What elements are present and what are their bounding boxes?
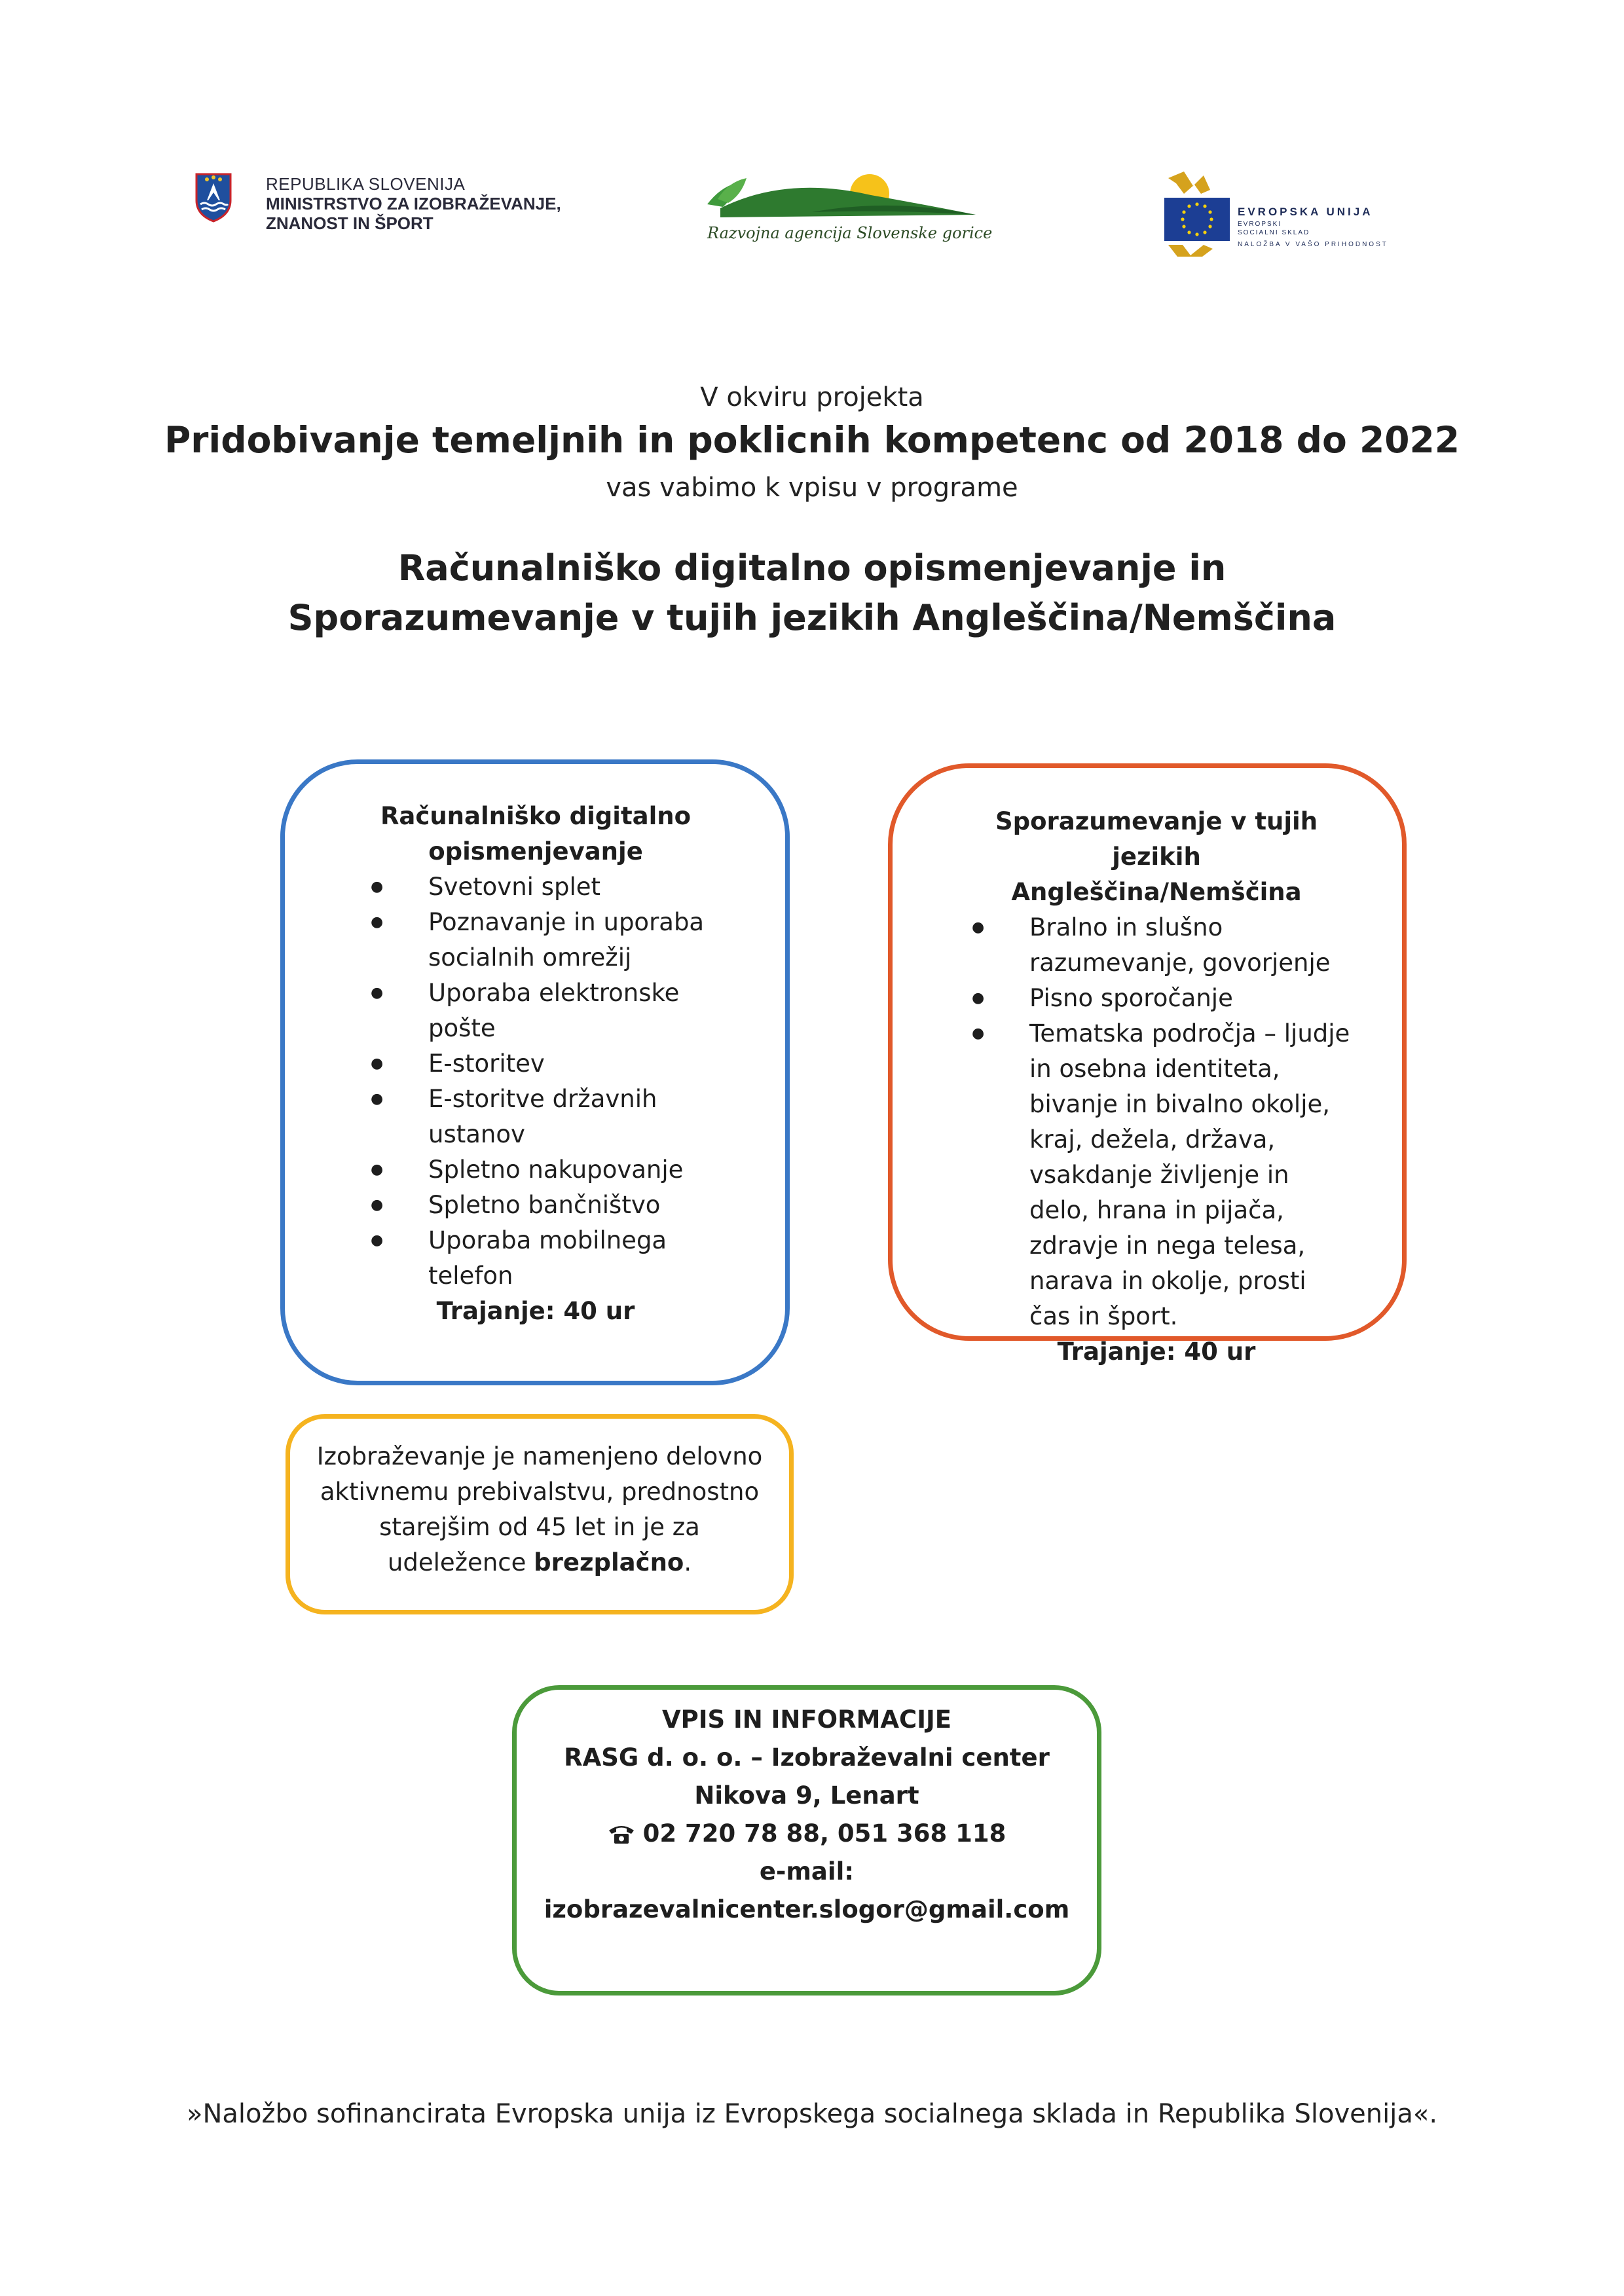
list-item: ● Pisno sporočanje	[960, 981, 1353, 1016]
language-topic-list	[960, 910, 1353, 1334]
language-heading-line-2: Angleščina/Nemščina	[1011, 878, 1302, 906]
target-group-text	[310, 1439, 769, 1580]
list-item: ● Tematska področja – ljudje in osebna identiteta, bivanje in bivalno okolje, kraj, dežela, država, vsakdanje življenje in delo, hrana in pijača, zdravje in nega telesa, narava in okolje, prosti čas in šport.	[960, 1016, 1353, 1334]
agency-logo	[694, 169, 995, 257]
list-item: ● Bralno in slušno razumevanje, govorjenje	[960, 910, 1353, 981]
list-item: ● Spletno nakupovanje	[359, 1152, 712, 1188]
eu-line-2: EVROPSKI	[1238, 221, 1282, 228]
list-item: ● E-storitev	[359, 1046, 712, 1082]
programs-title-line-2: Sporazumevanje v tujih jezikih Angleščina/Nemščina	[287, 597, 1337, 638]
list-item: ● Spletno bančništvo	[359, 1188, 712, 1223]
ministry-logo	[194, 172, 613, 244]
list-item: ● Poznavanje in uporaba socialnih omrežij	[359, 905, 712, 975]
contact-content	[530, 1701, 1083, 1929]
digital-topic-list	[359, 869, 712, 1294]
telephone-icon	[608, 1823, 635, 1845]
digital-literacy-content	[359, 799, 712, 1329]
contact-phones: 02 720 78 88, 051 368 118	[642, 1819, 1006, 1848]
target-group-sentence: Izobraževanje je namenjeno delovno aktivnemu prebivalstvu, prednostno starejšim od 45 let in je za udeležence	[316, 1442, 763, 1576]
project-title: Pridobivanje temeljnih in poklicnih kompetenc od 2018 do 2022	[164, 419, 1460, 461]
eu-line-3: SOCIALNI SKLAD	[1238, 229, 1310, 236]
list-item: ● E-storitve državnih ustanov	[359, 1082, 712, 1152]
eu-line-4: NALOŽBA V VAŠO PRIHODNOST	[1238, 241, 1388, 248]
contact-phone-line	[530, 1815, 1083, 1853]
contact-organization: RASG d. o. o. – Izobraževalni center	[564, 1743, 1050, 1772]
programs-title-line-1: Računalniško digitalno opismenjevanje in	[397, 547, 1227, 589]
funding-note: »Naložbo sofinancirata Evropska unija iz Evropskega socialnega sklada in Republika Slovenija«.	[186, 2099, 1438, 2129]
list-item: ● Uporaba elektronske pošte	[359, 975, 712, 1046]
intro-line: V okviru projekta	[700, 382, 924, 412]
eu-line-1: EVROPSKA UNIJA	[1238, 206, 1373, 218]
invite-line: vas vabimo k vpisu v programe	[606, 473, 1018, 503]
ministry-line-1: REPUBLIKA SLOVENIJA	[266, 174, 466, 194]
list-item: ● Uporaba mobilnega telefon	[359, 1223, 712, 1294]
contact-address: Nikova 9, Lenart	[694, 1781, 919, 1810]
language-heading-line-1: Sporazumevanje v tujih jezikih	[995, 807, 1318, 871]
slovenian-coat-of-arms-icon	[194, 172, 233, 223]
language-duration: Trajanje: 40 ur	[1057, 1338, 1256, 1366]
digital-heading-line-2: opismenjevanje	[428, 837, 643, 866]
target-group-end: .	[684, 1548, 692, 1576]
digital-duration: Trajanje: 40 ur	[436, 1297, 635, 1325]
eu-flag-icon	[1164, 172, 1236, 257]
agency-caption: Razvojna agencija Slovenske gorice	[707, 224, 993, 242]
ministry-line-2: MINISTRSTVO ZA IZOBRAŽEVANJE,	[266, 194, 561, 213]
green-hills-sun-icon	[694, 169, 995, 228]
list-item: ● Svetovni splet	[359, 869, 712, 905]
eu-logo	[1164, 172, 1420, 257]
foreign-language-content	[960, 804, 1353, 1370]
contact-email-label: e-mail:	[759, 1857, 855, 1886]
contact-title: VPIS IN INFORMACIJE	[661, 1705, 952, 1734]
digital-heading-line-1: Računalniško digitalno	[380, 802, 692, 830]
contact-email: izobrazevalnicenter.slogor@gmail.com	[544, 1895, 1070, 1923]
free-of-charge-emphasis: brezplačno	[534, 1548, 684, 1576]
ministry-line-3: ZNANOST IN ŠPORT	[266, 213, 434, 233]
